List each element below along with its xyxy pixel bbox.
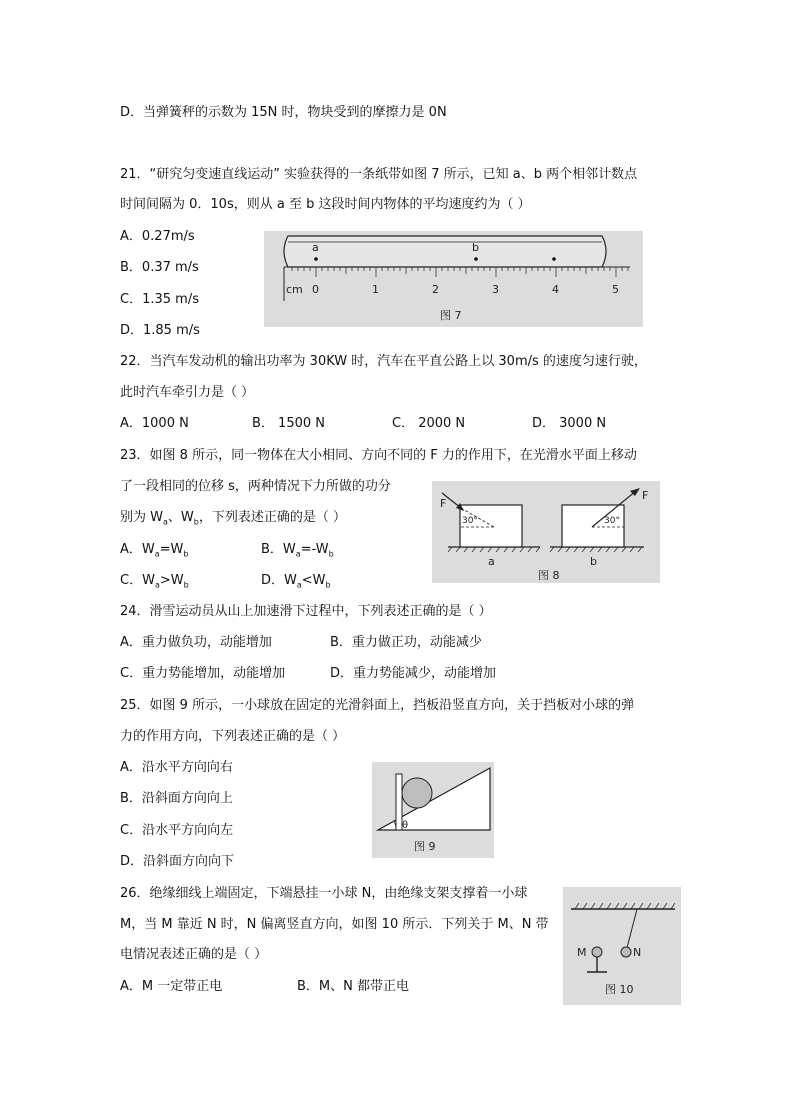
q22-option-a: A．1000 N	[120, 416, 189, 431]
figure-8-caption: 图 8	[538, 569, 560, 582]
q26-option-b: B．M、N 都带正电	[297, 979, 409, 994]
ruler-tick-5: 5	[612, 283, 619, 296]
ruler-tick-4: 4	[552, 283, 559, 296]
ruler-tick-1: 1	[372, 283, 379, 296]
figure-9-incline	[372, 762, 494, 858]
q23-stem-line1: 23．如图 8 所示，同一物体在大小相同、方向不同的 F 力的作用下，在光滑水平面上移动	[120, 448, 637, 463]
tape-dot-c	[552, 257, 556, 261]
q22-option-b: B． 1500 N	[252, 416, 325, 431]
ball-m	[592, 947, 602, 957]
q25-stem-line1: 25．如图 9 所示，一小球放在固定的光滑斜面上，挡板沿竖直方向，关于挡板对小球的弹	[120, 698, 635, 713]
q26-stem-line1: 26．绝缘细线上端固定，下端悬挂一小球 N，由绝缘支架支撑着一小球	[120, 886, 528, 901]
q25-option-c: C．沿水平方向向左	[120, 823, 234, 838]
q22-option-d: D． 3000 N	[532, 416, 607, 431]
q24-stem: 24．滑雪运动员从山上加速滑下过程中，下列表述正确的是（ ）	[120, 604, 492, 619]
ball	[402, 778, 432, 808]
q22-option-c: C． 2000 N	[392, 416, 466, 431]
q22-stem-line2: 此时汽车牵引力是（ ）	[120, 385, 255, 400]
figure-7-paper-tape	[264, 231, 643, 327]
figure-10-caption: 图 10	[605, 983, 634, 996]
q23-option-a: A．$W_a=W_b$	[120, 542, 189, 559]
q22-stem-line1: 22．当汽车发动机的输出功率为 30KW 时，汽车在平直公路上以 30m/s 的速度匀速行驶，	[120, 354, 647, 369]
figure-8-forces	[432, 481, 660, 583]
case-label-a: a	[488, 555, 495, 568]
q23-stem-line3: 别为 $W_a$、$W_b$，下列表述正确的是（ ）	[120, 510, 346, 527]
q26-stem-line2: M，当 M 靠近 N 时，N 偏离竖直方向，如图 10 所示．下列关于 M、N 带	[120, 917, 549, 932]
q25-stem-line2: 力的作用方向，下列表述正确的是（ ）	[120, 729, 346, 744]
figure-7-caption: 图 7	[440, 309, 462, 322]
q25-option-b: B．沿斜面方向向上	[120, 791, 233, 806]
q21-stem-line1: 21．“研究匀变速直线运动” 实验获得的一条纸带如图 7 所示，已知 a、b 两个相邻计数点	[120, 167, 638, 182]
tape-dot-b	[474, 257, 478, 261]
q24-option-b: B．重力做正功，动能减少	[330, 635, 482, 650]
label-m: M	[577, 946, 587, 959]
ruler-tick-0: 0	[312, 283, 319, 296]
q21-option-d: D．1.85 m/s	[120, 323, 200, 338]
q20-option-d: D．当弹簧秤的示数为 15N 时，物块受到的摩擦力是 0N	[120, 105, 447, 120]
q26-option-a: A．M 一定带正电	[120, 979, 223, 994]
q23-option-d: D．$W_a<W_b$	[261, 573, 331, 590]
angle-theta: θ	[402, 820, 409, 831]
q24-option-d: D．重力势能减少，动能增加	[330, 666, 497, 681]
q24-option-a: A．重力做负功，动能增加	[120, 635, 272, 650]
q23-option-b: B．$W_a=-W_b$	[261, 542, 334, 559]
force-label-a: F	[440, 497, 447, 510]
figure-9-caption: 图 9	[414, 840, 436, 853]
ruler-tick-3: 3	[492, 283, 499, 296]
q25-option-d: D．沿斜面方向向下	[120, 854, 235, 869]
q23-stem-line2: 了一段相同的位移 s，两种情况下力所做的功分	[120, 479, 391, 494]
q24-option-c: C．重力势能增加，动能增加	[120, 666, 286, 681]
ball-n	[621, 947, 631, 957]
tape-label-b: b	[472, 241, 479, 254]
angle-label-b: 30°	[604, 516, 620, 526]
q21-option-a: A．0.27m/s	[120, 229, 195, 244]
force-label-b: F	[642, 489, 649, 502]
ruler-unit: cm	[286, 283, 303, 296]
label-n: N	[633, 946, 642, 959]
case-label-b: b	[590, 555, 597, 568]
tape-label-a: a	[312, 241, 319, 254]
q26-stem-line3: 电情况表述正确的是（ ）	[120, 947, 268, 962]
q21-option-c: C．1.35 m/s	[120, 292, 199, 307]
incline	[378, 768, 490, 830]
q23-option-c: C．$W_a>W_b$	[120, 573, 189, 590]
block-a	[460, 505, 522, 547]
figure-10-charges	[563, 887, 681, 1005]
q21-stem-line2: 时间间隔为 0．10s，则从 a 至 b 这段时间内物体的平均速度约为（ ）	[120, 197, 531, 212]
ruler-tick-2: 2	[432, 283, 439, 296]
q21-option-b: B．0.37 m/s	[120, 260, 199, 275]
angle-label-a: 30°	[462, 516, 478, 526]
q25-option-a: A．沿水平方向向右	[120, 760, 233, 775]
tape-dot-a	[314, 257, 318, 261]
